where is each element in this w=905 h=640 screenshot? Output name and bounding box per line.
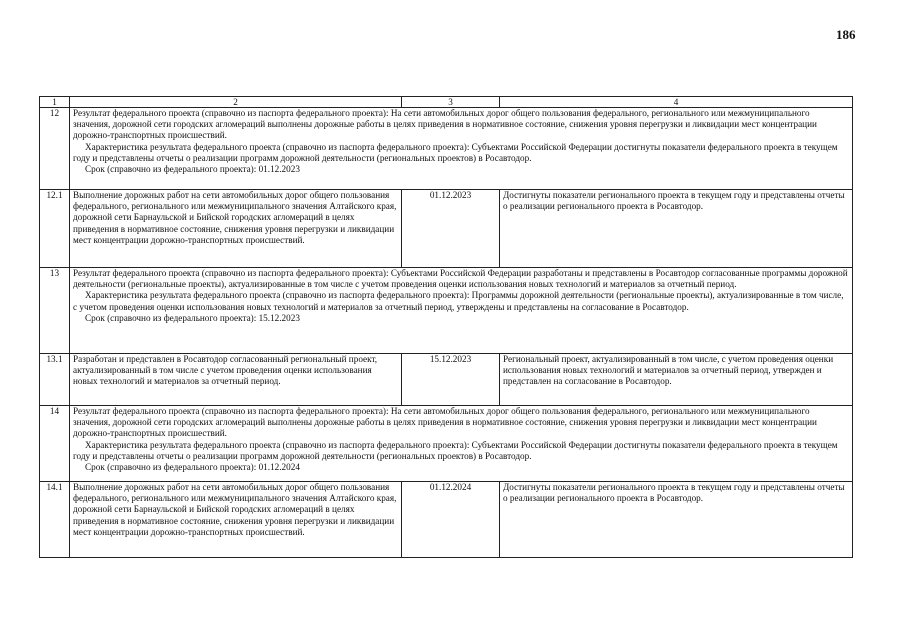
table-row	[40, 406, 853, 482]
completion-date: 01.12.2023	[402, 190, 500, 268]
result-characteristic-text: Характеристика результата федерального проекта (справочно из паспорта федерального проекта): Программы дорожной деятельности (региональные проекты), актуализированные в том числе, с учетом проведения оценки использования новых технологий и материалов за отчетный период, утверждены и представлены на согласование в Росавтодор.	[73, 290, 844, 312]
task-text: Выполнение дорожных работ на сети автомобильных дорог общего пользования федерального, регионального или межмуниципального значения Алтайского края, дорожной сети Барнаульской и Бийской городских агломераций в целях приведения в нормативное состояние, снижения уровня перегрузки и ликвидации мест концентрации дорожно-транспортных происшествий.	[70, 190, 402, 268]
federal-result-cell	[70, 406, 853, 482]
federal-result-text: Результат федерального проекта (справочно из паспорта федерального проекта): Субъектами Российской Федерации разработаны и представлены в Росавтодор согласованные программы дорожной деятельности (региональные проекты), актуализированные в том числе с учетом проведения оценки использования новых технологий и материалов за отчетный период.	[73, 268, 848, 290]
row-number: 14	[40, 406, 70, 482]
task-text: Разработан и представлен в Росавтодор согласованный региональный проект, актуализированный в том числе с учетом проведения оценки использования новых технологий и материалов за отчетный период.	[70, 354, 402, 406]
outcome-text: Региональный проект, актуализированный в том числе, с учетом проведения оценки использования новых технологий и материалов за отчетный период, утвержден и представлен на согласование в Росавтодор.	[500, 354, 853, 406]
table-header-row	[40, 97, 853, 108]
deadline-text: Срок (справочно из федерального проекта): 01.12.2024	[85, 462, 300, 473]
federal-result-text: Результат федерального проекта (справочно из паспорта федерального проекта): На сети автомобильных дорог общего пользования федерального, регионального или межмуниципального значения, дорожной сети городских агломераций выполнены дорожные работы в целях приведения в нормативное состояние, снижения уровня перегрузки и ликвидации мест концентрации дорожно-транспортных происшествий.	[73, 406, 817, 439]
outcome-text: Достигнуты показатели регионального проекта в текущем году и представлены отчеты о реализации регионального проекта в Росавтодор.	[500, 190, 853, 268]
outcome-text: Достигнуты показатели регионального проекта в текущем году и представлены отчеты о реализации регионального проекта в Росавтодор.	[500, 482, 853, 558]
deadline-text: Срок (справочно из федерального проекта): 01.12.2023	[85, 164, 300, 175]
page-number: 186	[836, 27, 856, 42]
row-number: 12.1	[40, 190, 70, 268]
completion-date: 15.12.2023	[402, 354, 500, 406]
task-text: Выполнение дорожных работ на сети автомобильных дорог общего пользования федерального, регионального или межмуниципального значения Алтайского края, дорожной сети Барнаульской и Бийской городских агломераций в целях приведения в нормативное состояние, снижения уровня перегрузки и ликвидации мест концентрации дорожно-транспортных происшествий.	[70, 482, 402, 558]
header-cell-3: 3	[402, 97, 500, 108]
federal-result-cell	[70, 268, 853, 354]
plan-table	[39, 96, 853, 558]
row-number: 13	[40, 268, 70, 354]
table-row	[40, 108, 853, 190]
result-characteristic-text: Характеристика результата федерального проекта (справочно из паспорта федерального проекта): Субъектами Российской Федерации достигнуты показатели федерального проекта в текущем году и представлены отчеты о реализации программ дорожной деятельности (региональных проектов) в Росавтодор.	[73, 141, 838, 163]
table-row	[40, 190, 853, 268]
table-row	[40, 268, 853, 354]
row-number: 14.1	[40, 482, 70, 558]
completion-date: 01.12.2024	[402, 482, 500, 558]
table-row	[40, 482, 853, 558]
federal-result-text: Результат федерального проекта (справочно из паспорта федерального проекта): На сети автомобильных дорог общего пользования федерального, регионального или межмуниципального значения, дорожной сети городских агломераций выполнены дорожные работы в целях приведения в нормативное состояние, снижения уровня перегрузки и ликвидации мест концентрации дорожно-транспортных происшествий.	[73, 108, 817, 141]
header-cell-1: 1	[40, 97, 70, 108]
row-number: 12	[40, 108, 70, 190]
table-row	[40, 354, 853, 406]
row-number: 13.1	[40, 354, 70, 406]
deadline-text: Срок (справочно из федерального проекта): 15.12.2023	[85, 312, 300, 323]
result-characteristic-text: Характеристика результата федерального проекта (справочно из паспорта федерального проекта): Субъектами Российской Федерации достигнуты показатели федерального проекта в текущем году и представлены отчеты о реализации программ дорожной деятельности (региональных проектов) в Росавтодор.	[73, 439, 838, 461]
header-cell-4: 4	[500, 97, 853, 108]
header-cell-2: 2	[70, 97, 402, 108]
federal-result-cell	[70, 108, 853, 190]
